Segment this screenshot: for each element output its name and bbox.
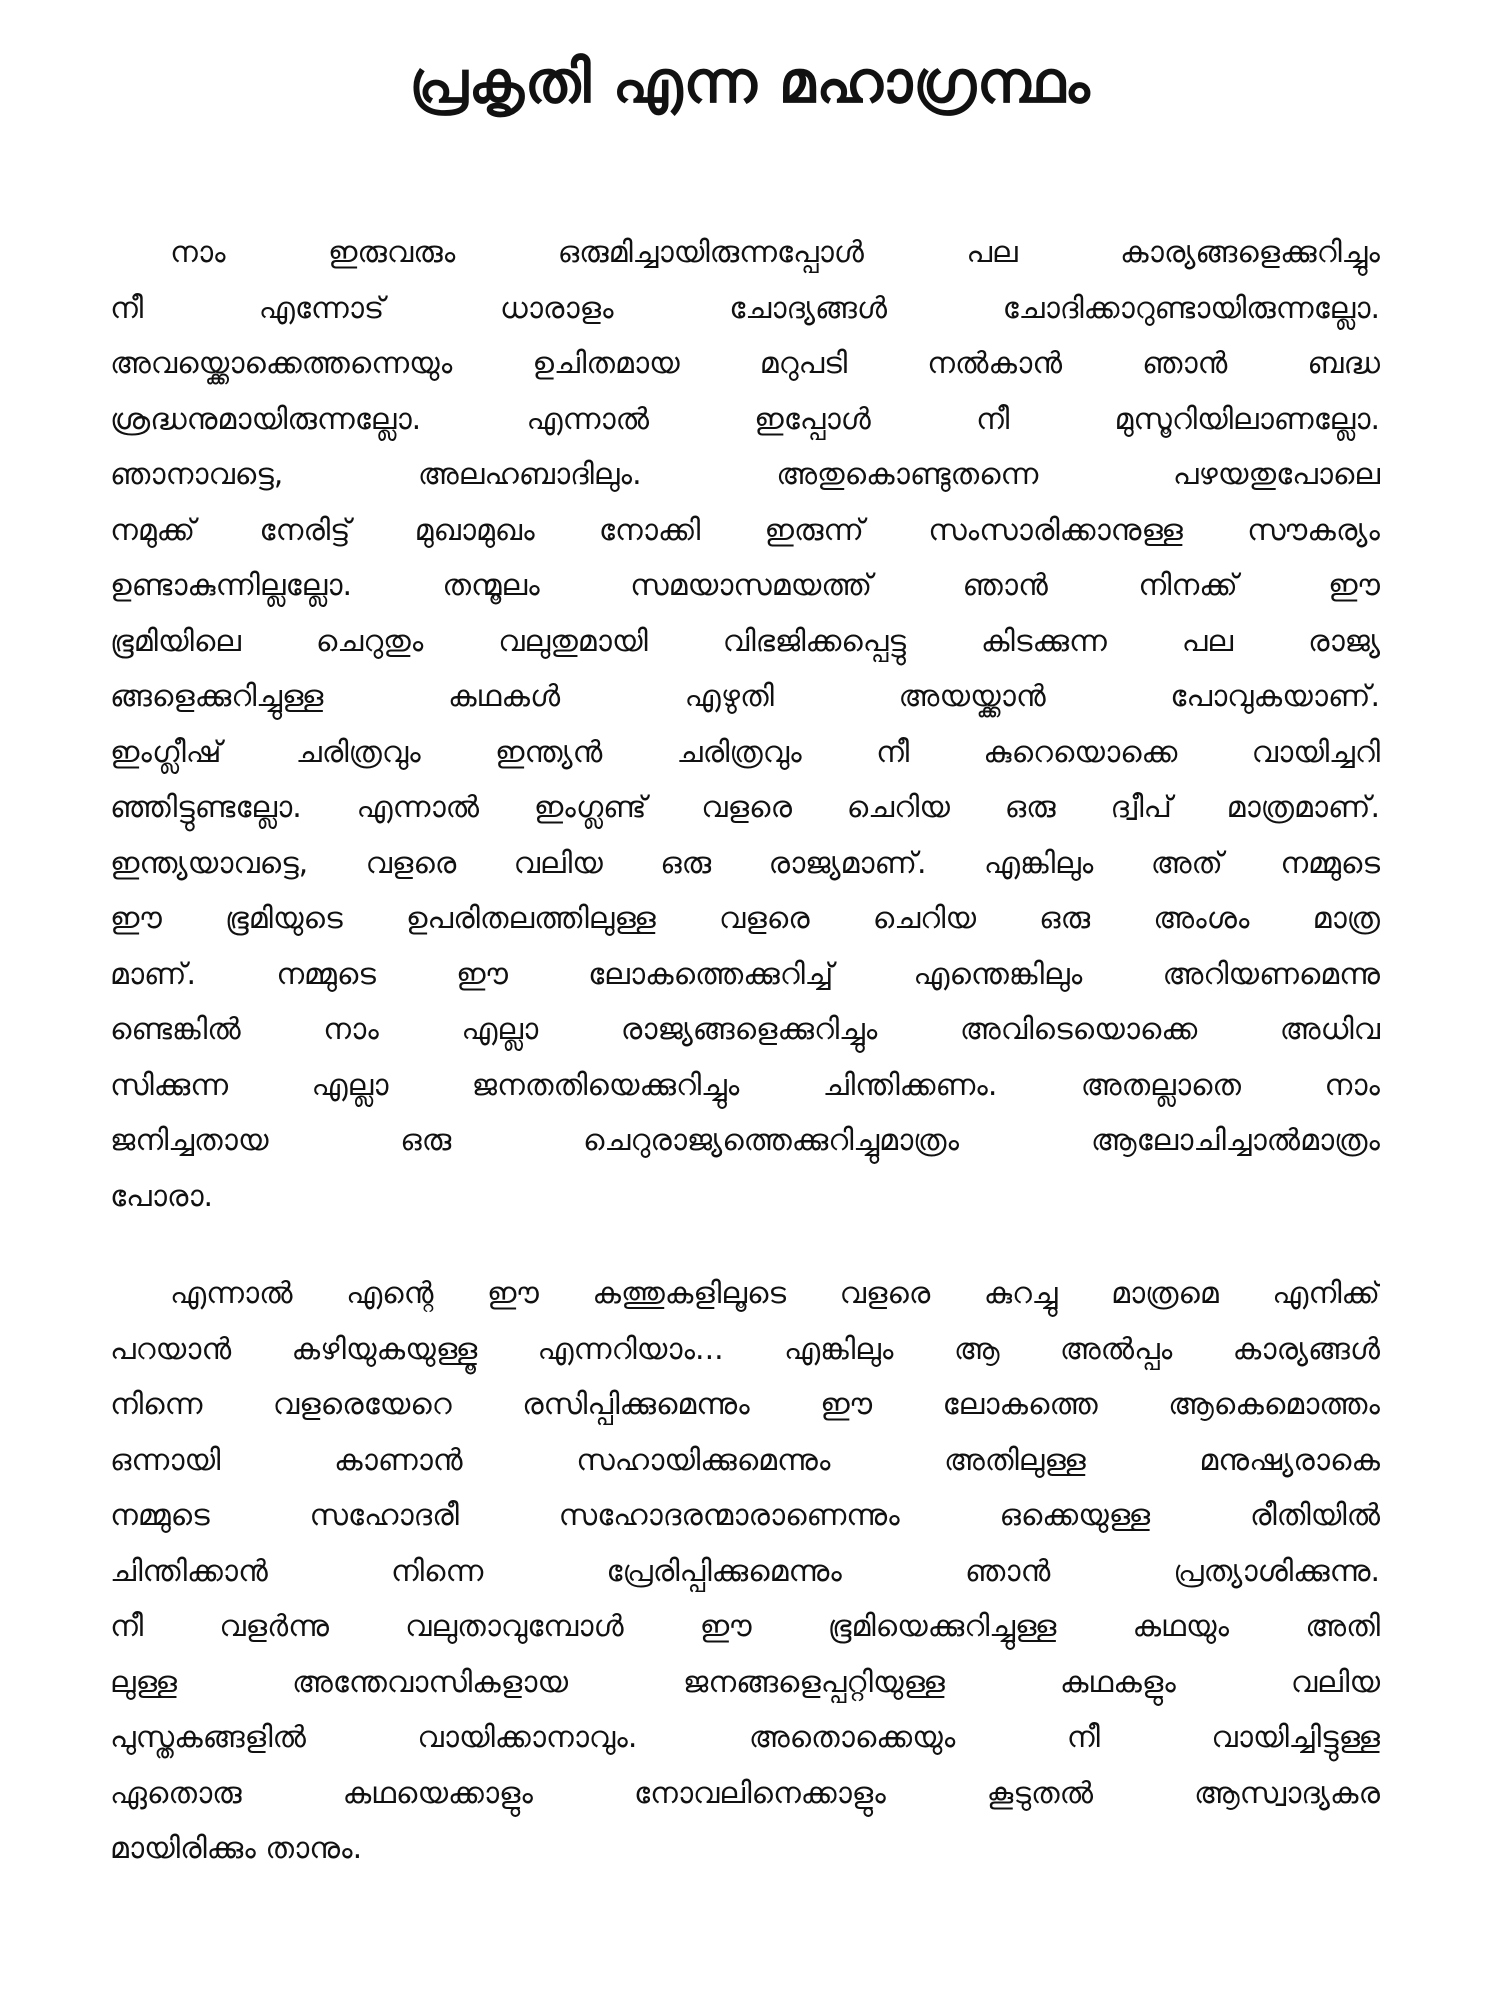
text-line: നമുക്ക് നേരിട്ട് മുഖാമുഖം നോക്കി ഇരുന്ന് സംസാരിക്കാനുള്ള സൗകര്യം	[110, 512, 1380, 548]
paragraph-2	[110, 1266, 1380, 1877]
text-line: ണ്ടെങ്കിൽ നാം എല്ലാ രാജ്യങ്ങളെക്കുറിച്ചും അവിടെയൊക്കെ അധിവ	[110, 1012, 1380, 1047]
text-line: പോരാ.	[110, 1178, 214, 1214]
body-text	[110, 225, 1380, 1877]
text-line: നീ വളർന്നു വലുതാവുമ്പോൾ ഈ ഭൂമിയെക്കുറിച്ചുള്ള കഥയും അതി	[110, 1609, 1380, 1644]
text-line: ങ്ങളെക്കുറിച്ചുള്ള കഥകൾ എഴുതി അയയ്ക്കാൻ പോവുകയാണ്.	[110, 679, 1380, 714]
text-line: ഇംഗ്ലീഷ് ചരിത്രവും ഇന്ത്യൻ ചരിത്രവും നീ കുറെയൊക്കെ വായിച്ചറി	[110, 734, 1380, 770]
text-line: നമ്മുടെ സഹോദരീ സഹോദരന്മാരാണെന്നും ഒക്കെയുള്ള രീതിയിൽ	[110, 1498, 1380, 1533]
text-line: ചിന്തിക്കാൻ നിന്നെ പ്രേരിപ്പിക്കുമെന്നും ഞാൻ പ്രത്യാശിക്കുന്നു.	[110, 1553, 1380, 1589]
text-line: ഭൂമിയിലെ ചെറുതും വലുതുമായി വിഭജിക്കപ്പെട്ടു കിടക്കുന്ന പല രാജ്യ	[110, 623, 1380, 659]
text-line: മായിരിക്കും താനും.	[110, 1831, 363, 1866]
text-line: ജനിച്ചതായ ഒരു ചെറുരാജ്യത്തെക്കുറിച്ചുമാത്രം ആലോചിച്ചാൽമാത്രം	[110, 1123, 1380, 1158]
text-line: ഇന്ത്യയാവട്ടെ, വളരെ വലിയ ഒരു രാജ്യമാണ്. എങ്കിലും അത് നമ്മുടെ	[110, 845, 1380, 881]
text-line: ലുള്ള അന്തേവാസികളായ ജനങ്ങളെപ്പറ്റിയുള്ള കഥകളും വലിയ	[110, 1664, 1380, 1700]
text-line: അവയ്ക്കൊക്കെത്തന്നെയും ഉചിതമായ മറുപടി നൽകാൻ ഞാൻ ബദ്ധ	[110, 346, 1380, 381]
text-line: ഞാനാവട്ടെ, അലഹബാദിലും. അതുകൊണ്ടുതന്നെ പഴയതുപോലെ	[110, 457, 1380, 492]
text-line: പറയാൻ കഴിയുകയുള്ളൂ എന്നറിയാം... എങ്കിലും ആ അൽപ്പം കാര്യങ്ങൾ	[110, 1331, 1380, 1367]
text-line: ഒന്നായി കാണാൻ സഹായിക്കുമെന്നും അതിലുള്ള മനുഷ്യരാകെ	[110, 1442, 1380, 1478]
text-line: ഞ്ഞിട്ടുണ്ടല്ലോ. എന്നാൽ ഇംഗ്ലണ്ട് വളരെ ചെറിയ ഒരു ദ്വീപ് മാത്രമാണ്.	[110, 790, 1380, 825]
text-line: സിക്കുന്ന എല്ലാ ജനതതിയെക്കുറിച്ചും ചിന്തിക്കണം. അതല്ലാതെ നാം	[110, 1067, 1380, 1103]
text-line: നിന്നെ വളരെയേറെ രസിപ്പിക്കുമെന്നും ഈ ലോകത്തെ ആകെമൊത്തം	[110, 1387, 1380, 1422]
text-line: മാണ്. നമ്മുടെ ഈ ലോകത്തെക്കുറിച്ച് എന്തെങ്കിലും അറിയണമെന്നു	[110, 956, 1380, 992]
text-line: നാം ഇരുവരും ഒരുമിച്ചായിരുന്നപ്പോൾ പല കാര്യങ്ങളെക്കുറിച്ചും	[170, 235, 1380, 270]
text-line: നീ എന്നോട് ധാരാളം ചോദ്യങ്ങൾ ചോദിക്കാറുണ്ടായിരുന്നല്ലോ.	[110, 290, 1380, 326]
paragraph-1	[110, 225, 1380, 1224]
text-line: ഉണ്ടാകുന്നില്ലല്ലോ. തന്മൂലം സമയാസമയത്ത് ഞാൻ നിനക്ക് ഈ	[110, 568, 1380, 603]
text-line: ഏതൊരു കഥയെക്കാളും നോവലിനെക്കാളും കൂടുതൽ ആസ്വാദ്യകര	[110, 1775, 1380, 1811]
text-line: ശ്രദ്ധനുമായിരുന്നല്ലോ. എന്നാൽ ഇപ്പോൾ നീ മുസൂറിയിലാണല്ലോ.	[110, 401, 1380, 437]
text-line: എന്നാൽ എന്റെ ഈ കത്തുകളിലൂടെ വളരെ കുറച്ചു മാത്രമെ എനിക്ക്	[170, 1276, 1380, 1311]
text-line: ഈ ഭൂമിയുടെ ഉപരിതലത്തിലുള്ള വളരെ ചെറിയ ഒരു അംശം മാത്ര	[110, 901, 1380, 936]
page-title: പ്രകൃതി എന്ന മഹാഗ്രന്ഥം	[409, 48, 1091, 116]
text-line: പുസ്തകങ്ങളിൽ വായിക്കാനാവും. അതൊക്കെയും നീ വായിച്ചിട്ടുള്ള	[110, 1720, 1380, 1755]
